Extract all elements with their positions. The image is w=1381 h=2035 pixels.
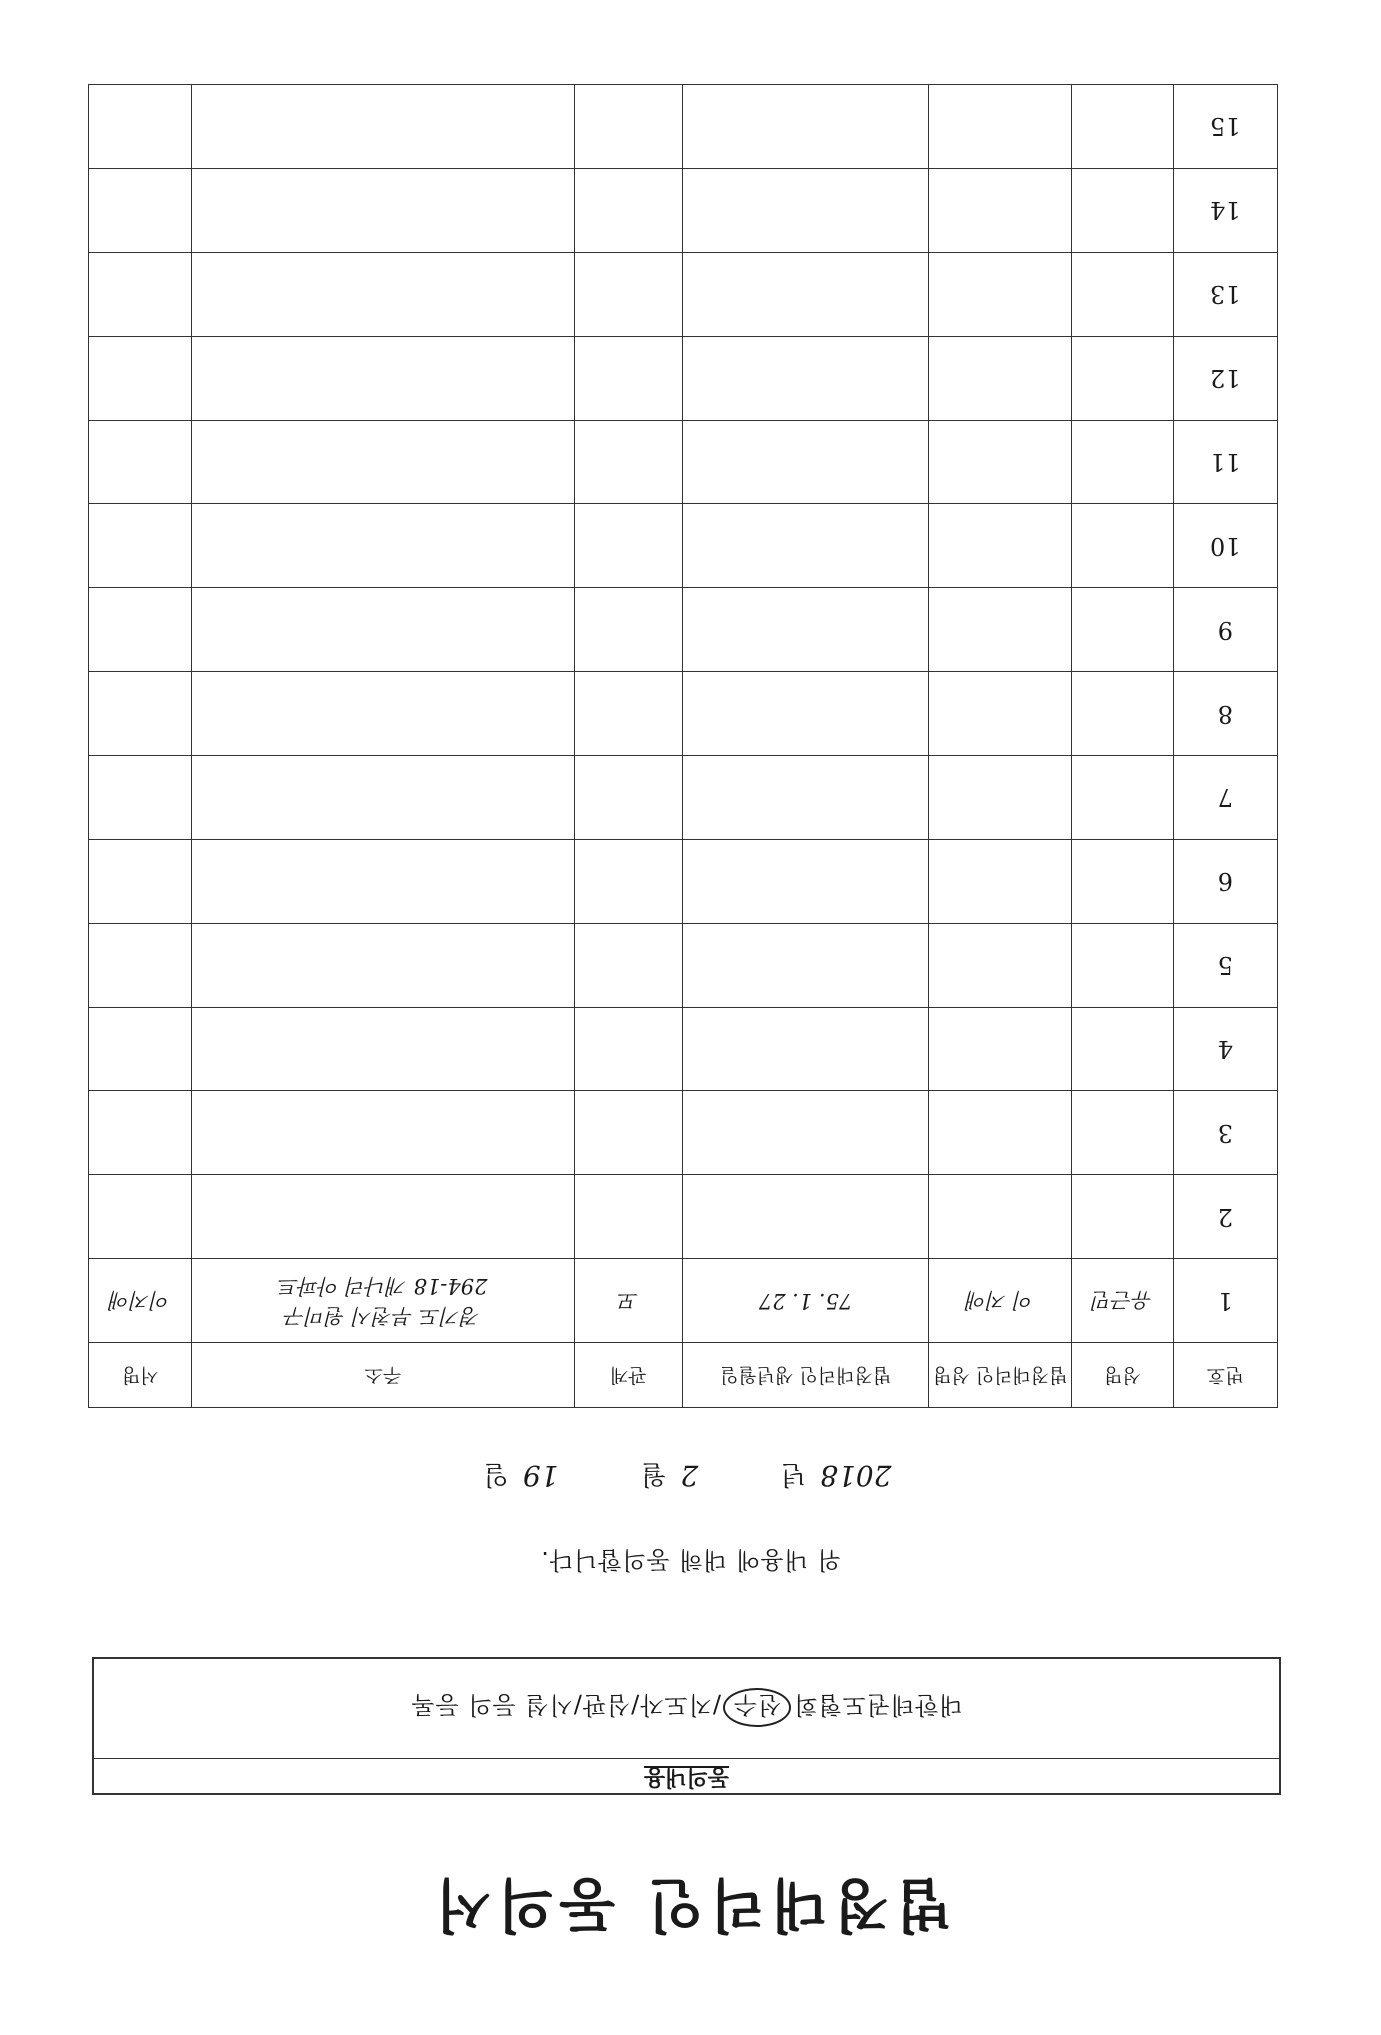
consent-text-before: 대한테권도협회 (793, 1691, 963, 1720)
row-no: 12 (1173, 336, 1277, 420)
row-no: 4 (1173, 1007, 1277, 1091)
consent-box (92, 1657, 1281, 1795)
row-name: 유근민 (1072, 1259, 1173, 1343)
row-address-line1: 경기도 부천시 원미구 (285, 1303, 481, 1328)
table-row (89, 336, 1278, 420)
row-no: 11 (1173, 420, 1277, 504)
table-row (89, 504, 1278, 588)
header-guardian-birth: 법정대리인 생년월일 (682, 1343, 928, 1408)
table-row (89, 420, 1278, 504)
date-month: 2 (680, 1459, 699, 1492)
consent-text-after: /지도자/심판/시설 등의 등록 (410, 1691, 721, 1720)
row-no: 1 (1173, 1259, 1277, 1343)
date-line (0, 1458, 1381, 1495)
table-row (89, 672, 1278, 756)
row-no: 7 (1173, 755, 1277, 839)
consent-selected-option: 선수 (723, 1689, 791, 1728)
header-guardian-name: 법정대리인 성명 (929, 1343, 1072, 1408)
row-guardian-birth: 75. 1. 27 (682, 1259, 928, 1343)
row-no: 8 (1173, 672, 1277, 756)
header-relation: 관계 (574, 1343, 682, 1408)
row-guardian-name: 이 지애 (929, 1259, 1072, 1343)
date-month-unit: 월 (641, 1459, 667, 1489)
date-year: 2018 (820, 1459, 892, 1492)
table-row (89, 252, 1278, 336)
consent-header (94, 1758, 1279, 1793)
table-row (89, 1175, 1278, 1259)
row-signature: 이지애 (89, 1259, 192, 1343)
date-day: 19 (522, 1459, 559, 1492)
guardian-table (88, 84, 1278, 1408)
table-row (89, 839, 1278, 923)
consent-header-text: 동의내용 (644, 1764, 730, 1789)
table-row (89, 85, 1278, 169)
header-signature: 서명 (89, 1343, 192, 1408)
agree-statement: 위 내용에 대해 동의합니다. (540, 1546, 841, 1574)
row-no: 3 (1173, 1091, 1277, 1175)
table-row (89, 1259, 1278, 1343)
document-title: 법정대리인 동의서 (429, 1871, 952, 1939)
row-relation: 모 (574, 1259, 682, 1343)
row-no: 15 (1173, 85, 1277, 169)
row-no: 5 (1173, 923, 1277, 1007)
date-day-unit: 일 (483, 1459, 509, 1489)
table-row (89, 1091, 1278, 1175)
consent-text (94, 1658, 1279, 1758)
table-row (89, 1007, 1278, 1091)
header-no: 번호 (1173, 1343, 1277, 1408)
table-row (89, 168, 1278, 252)
table-row (89, 923, 1278, 1007)
row-no: 6 (1173, 839, 1277, 923)
row-no: 2 (1173, 1175, 1277, 1259)
row-no: 10 (1173, 504, 1277, 588)
row-address-line2: 294-18 개나리 아파트 (278, 1273, 488, 1298)
table-header-row (89, 1343, 1278, 1408)
header-address: 주소 (192, 1343, 574, 1408)
row-address (192, 1259, 574, 1343)
row-no: 14 (1173, 168, 1277, 252)
row-no: 9 (1173, 588, 1277, 672)
row-no: 13 (1173, 252, 1277, 336)
table-row (89, 588, 1278, 672)
header-name: 성명 (1072, 1343, 1173, 1408)
date-year-unit: 년 (780, 1459, 806, 1489)
table-row (89, 755, 1278, 839)
